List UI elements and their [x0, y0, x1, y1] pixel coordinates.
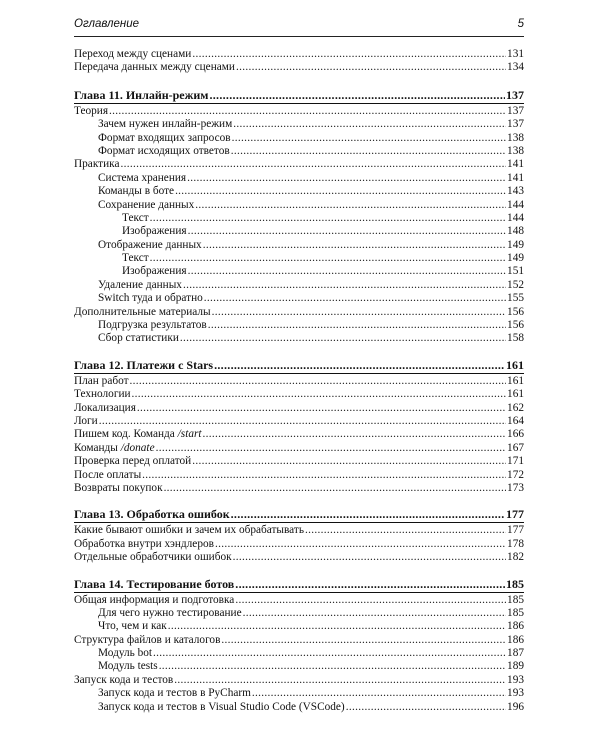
header-page-number: 5 [517, 18, 524, 30]
toc-page-number: 152 [507, 278, 524, 291]
dot-leader [153, 647, 506, 660]
toc-entry[interactable] [74, 415, 524, 428]
dot-leader [137, 402, 506, 415]
dot-leader [215, 538, 506, 551]
toc-page-number: 141 [507, 158, 524, 171]
toc-page-number: 144 [507, 211, 524, 224]
toc-page-number: 149 [507, 252, 524, 265]
toc-entry-title [122, 212, 149, 225]
dot-leader [156, 442, 506, 455]
dot-leader [209, 88, 505, 103]
toc-entry-title [74, 674, 173, 687]
toc-entry-title [98, 185, 174, 198]
dot-leader [233, 118, 506, 131]
toc-page-number: 143 [507, 185, 524, 198]
toc-page-number: 161 [507, 388, 524, 401]
toc-entry-title [74, 415, 98, 428]
toc-entry[interactable] [74, 455, 524, 468]
toc-entry[interactable] [74, 306, 524, 319]
dot-leader [231, 145, 506, 158]
toc-entry-text: Пишем код. Команда [74, 428, 178, 441]
toc-entry-text: Switch туда и обратно [98, 292, 203, 305]
toc-page-number: 151 [507, 265, 524, 278]
toc-entry[interactable] [74, 428, 524, 441]
toc-chapter-entry[interactable] [74, 88, 524, 104]
dot-leader [192, 455, 506, 468]
toc-entry-text: Общая информация и подготовка [74, 593, 235, 606]
toc-page-number: 167 [507, 441, 524, 454]
dot-leader [109, 105, 506, 118]
toc-entry-text: Дополнительные материалы [74, 305, 211, 318]
toc-entry[interactable] [74, 265, 524, 278]
toc-entry[interactable] [74, 252, 524, 265]
toc-entry-title [98, 145, 230, 158]
toc-entry-text: Сбор статистики [98, 332, 179, 345]
toc-entry-text: Запуск кода и тестов в Visual Studio Code (VSCode) [98, 700, 345, 713]
toc-entry-title [74, 538, 214, 551]
toc-entry[interactable] [74, 132, 524, 145]
toc-entry-title [122, 225, 187, 238]
toc-entry-text: Проверка перед оплатой [74, 455, 192, 468]
toc-entry[interactable] [74, 538, 524, 551]
toc-entry[interactable] [74, 239, 524, 252]
toc-entry-title [74, 388, 131, 401]
toc-entry-text: Изображения [122, 225, 187, 238]
toc-page-number: 149 [507, 238, 524, 251]
toc-entry[interactable] [74, 524, 524, 537]
toc-page-number: 196 [507, 700, 524, 713]
toc-entry[interactable] [74, 61, 524, 74]
dot-leader [150, 212, 506, 225]
toc-page-number: 137 [506, 87, 524, 102]
toc-entry-title [74, 442, 155, 455]
toc-entry-text: Команды в боте [98, 185, 175, 198]
toc-entry-title [74, 358, 213, 373]
dot-leader [183, 279, 506, 292]
toc-entry-command: /donate [120, 441, 155, 454]
dot-leader [346, 701, 506, 714]
toc-entry[interactable] [74, 660, 524, 673]
toc-entry-title [98, 319, 207, 332]
header-rule [74, 36, 524, 37]
toc-entry-text: Модуль tests [98, 660, 158, 673]
toc-entry-title [98, 118, 232, 131]
dot-leader [305, 524, 506, 537]
toc-entry-text: Технологии [74, 388, 131, 401]
toc-page-number: 161 [507, 374, 524, 387]
toc-entry[interactable] [74, 674, 524, 687]
toc-entry[interactable] [74, 118, 524, 131]
toc-entry-title [74, 634, 220, 647]
toc-entry-text: Модуль bot [98, 647, 153, 660]
toc-entry-title [74, 524, 304, 537]
table-of-contents [74, 48, 524, 714]
toc-page-number: 166 [507, 428, 524, 441]
header-title: Оглавление [74, 18, 139, 30]
toc-entry-title [74, 402, 136, 415]
toc-entry[interactable] [74, 551, 524, 564]
toc-page-number: 156 [507, 305, 524, 318]
toc-entry-title [74, 375, 129, 388]
toc-entry[interactable] [74, 388, 524, 401]
toc-entry[interactable] [74, 105, 524, 118]
toc-entry[interactable] [74, 647, 524, 660]
toc-entry-text: Формат входящих запросов [98, 131, 231, 144]
toc-entry[interactable] [74, 469, 524, 482]
dot-leader [188, 265, 506, 278]
toc-entry-text: Текст [122, 252, 149, 265]
toc-entry-title [74, 61, 235, 74]
dot-leader [187, 172, 506, 185]
toc-entry-text: Глава 11. Инлайн-режим [74, 87, 209, 102]
toc-entry-title [98, 172, 186, 185]
toc-entry-text: Обработка внутри хэндлеров [74, 537, 214, 550]
toc-entry-title [98, 620, 167, 633]
toc-entry-text: После оплаты [74, 468, 142, 481]
toc-page-number: 187 [507, 647, 524, 660]
dot-leader [212, 306, 506, 319]
toc-page-number: 161 [506, 357, 524, 372]
toc-entry-text: Передача данных между сценами [74, 61, 235, 74]
running-header [74, 18, 524, 30]
toc-entry[interactable] [74, 212, 524, 225]
toc-entry[interactable] [74, 701, 524, 714]
dot-leader [195, 199, 506, 212]
toc-entry-text: Логи [74, 414, 98, 427]
toc-page-number: 144 [507, 198, 524, 211]
toc-entry[interactable] [74, 634, 524, 647]
toc-entry-title [74, 158, 119, 171]
toc-entry-text: Подгрузка результатов [98, 319, 207, 332]
dot-leader [236, 61, 506, 74]
toc-entry-text: Для чего нужно тестирование [98, 606, 242, 619]
toc-entry-text: Глава 13. Обработка ошибок [74, 507, 230, 522]
dot-leader [180, 332, 506, 345]
toc-entry-text: План работ [74, 374, 129, 387]
toc-page-number: 134 [507, 61, 524, 74]
toc-entry[interactable] [74, 199, 524, 212]
dot-leader [142, 469, 506, 482]
toc-entry-title [98, 660, 158, 673]
toc-page-number: 137 [507, 118, 524, 131]
dot-leader [188, 225, 506, 238]
dot-leader [214, 358, 505, 373]
toc-entry-text: Система хранения [98, 171, 187, 184]
toc-page-number: 131 [507, 48, 524, 60]
toc-entry-title [74, 551, 232, 564]
toc-entry[interactable] [74, 482, 524, 495]
dot-leader [174, 674, 506, 687]
toc-entry-text: Сохранение данных [98, 198, 195, 211]
toc-entry-title [98, 292, 203, 305]
toc-entry-title [98, 279, 182, 292]
dot-leader [232, 132, 506, 145]
toc-page-number: 185 [506, 576, 524, 591]
toc-entry-title [98, 332, 179, 345]
toc-entry[interactable] [74, 375, 524, 388]
toc-entry-text: Формат исходящих ответов [98, 144, 230, 157]
dot-leader [132, 388, 507, 401]
toc-entry-text: Отдельные обработчики ошибок [74, 551, 232, 564]
dot-leader [168, 620, 506, 633]
toc-page-number: 185 [507, 606, 524, 619]
dot-leader [203, 428, 507, 441]
toc-page-number: 193 [507, 687, 524, 700]
toc-entry-title [122, 252, 149, 265]
dot-leader [208, 319, 506, 332]
toc-entry-title [74, 482, 163, 495]
toc-entry[interactable] [74, 402, 524, 415]
toc-entry-text: Команды [74, 441, 121, 454]
toc-page-number: 158 [507, 332, 524, 345]
toc-entry-title [74, 594, 234, 607]
toc-entry-title [74, 105, 108, 118]
toc-page-number: 138 [507, 144, 524, 157]
toc-entry-title [74, 507, 230, 522]
toc-entry[interactable] [74, 158, 524, 171]
dot-leader [204, 292, 506, 305]
toc-page-number: 173 [507, 481, 524, 494]
toc-entry[interactable] [74, 172, 524, 185]
toc-entry[interactable] [74, 332, 524, 345]
dot-leader [159, 660, 506, 673]
toc-entry[interactable] [74, 279, 524, 292]
toc-entry[interactable] [74, 145, 524, 158]
dot-leader [252, 687, 506, 700]
toc-entry[interactable] [74, 442, 524, 455]
toc-entry[interactable] [74, 687, 524, 700]
toc-entry-title [74, 306, 211, 319]
dot-leader [235, 577, 505, 592]
toc-entry-text: Локализация [74, 401, 136, 414]
toc-page-number: 177 [507, 524, 524, 537]
dot-leader [192, 48, 506, 61]
toc-entry-title [74, 469, 141, 482]
toc-entry-text: Теория [74, 104, 109, 117]
toc-entry-text: Глава 12. Платежи с Stars [74, 357, 214, 372]
toc-page-number: 141 [507, 171, 524, 184]
dot-leader [233, 551, 506, 564]
toc-page-number: 185 [507, 593, 524, 606]
toc-entry-text: Глава 14. Тестирование ботов [74, 576, 235, 591]
toc-entry-title [98, 701, 345, 714]
toc-entry-title [74, 88, 208, 103]
toc-entry-text: Запуск кода и тестов в PyCharm [98, 687, 251, 700]
dot-leader [231, 507, 505, 522]
toc-entry-text: Возвраты покупок [74, 481, 163, 494]
toc-entry-title [98, 132, 231, 145]
toc-entry[interactable] [74, 225, 524, 238]
toc-page-number: 137 [507, 104, 524, 117]
toc-entry-text: Изображения [122, 265, 187, 278]
toc-entry-title [98, 239, 202, 252]
toc-page-number: 193 [507, 673, 524, 686]
toc-page-number: 164 [507, 414, 524, 427]
toc-page-number: 177 [506, 507, 524, 522]
toc-entry-title [122, 265, 187, 278]
toc-entry-text: Структура файлов и каталогов [74, 633, 221, 646]
toc-entry-title [74, 577, 234, 592]
toc-page-number: 171 [507, 455, 524, 468]
dot-leader [99, 415, 506, 428]
toc-chapter-entry[interactable] [74, 507, 524, 523]
toc-chapter-entry[interactable] [74, 577, 524, 593]
dot-leader [243, 607, 506, 620]
toc-entry-text: Удаление данных [98, 278, 182, 291]
dot-leader [150, 252, 506, 265]
toc-entry[interactable] [74, 607, 524, 620]
toc-entry[interactable] [74, 594, 524, 607]
toc-page-number: 156 [507, 319, 524, 332]
dot-leader [175, 185, 506, 198]
toc-entry[interactable] [74, 620, 524, 633]
toc-entry-text: Текст [122, 211, 149, 224]
dot-leader [164, 482, 506, 495]
toc-entry-text: Зачем нужен инлайн-режим [98, 118, 233, 131]
toc-page-number: 186 [507, 633, 524, 646]
toc-entry-title [98, 687, 251, 700]
toc-entry[interactable] [74, 292, 524, 305]
toc-entry-title [74, 428, 202, 441]
dot-leader [221, 634, 506, 647]
toc-page-number: 155 [507, 292, 524, 305]
toc-entry[interactable] [74, 48, 524, 61]
toc-entry[interactable] [74, 185, 524, 198]
toc-entry-text: Запуск кода и тестов [74, 673, 174, 686]
toc-page-number: 182 [507, 551, 524, 564]
toc-page-number: 178 [507, 537, 524, 550]
toc-page-number: 148 [507, 225, 524, 238]
dot-leader [235, 594, 506, 607]
toc-chapter-entry[interactable] [74, 358, 524, 374]
toc-entry-command: /start [177, 428, 202, 441]
toc-page-number: 162 [507, 401, 524, 414]
toc-entry-title [98, 199, 194, 212]
toc-entry-text: Какие бывают ошибки и зачем их обрабатывать [74, 524, 304, 537]
toc-page-number: 189 [507, 660, 524, 673]
toc-entry-title [74, 48, 191, 61]
toc-page-number: 172 [507, 468, 524, 481]
dot-leader [120, 158, 506, 171]
toc-page-number: 138 [507, 131, 524, 144]
toc-page-number: 186 [507, 620, 524, 633]
toc-entry-title [98, 647, 152, 660]
dot-leader [130, 375, 507, 388]
toc-entry-text: Практика [74, 158, 120, 171]
toc-entry[interactable] [74, 319, 524, 332]
toc-entry-text: Переход между сценами [74, 48, 192, 60]
toc-entry-title [74, 455, 191, 468]
dot-leader [203, 239, 506, 252]
toc-entry-title [98, 607, 242, 620]
toc-entry-text: Отображение данных [98, 238, 202, 251]
toc-entry-text: Что, чем и как [98, 620, 167, 633]
